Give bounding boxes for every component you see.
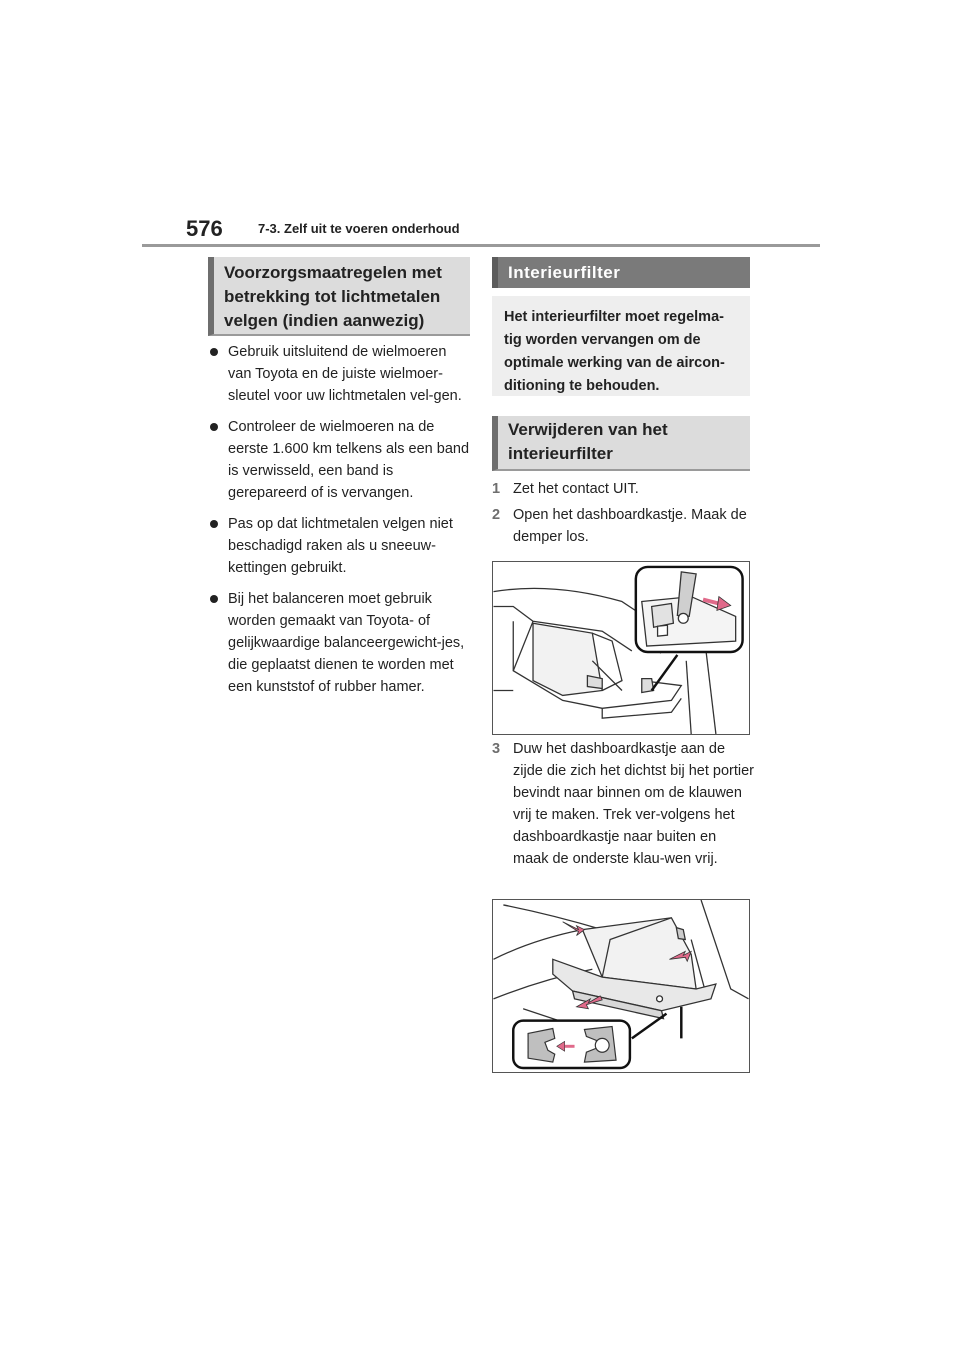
bullet-text: Controleer de wielmoeren na de eerste 1.600 km telkens als een band is verwisseld, een band is gerepareerd of is vervangen. xyxy=(228,419,470,501)
step-number: 1 xyxy=(492,481,501,497)
page-number: 576 xyxy=(186,216,223,241)
step-number: 3 xyxy=(492,741,501,757)
alloy-wheels-heading xyxy=(208,257,470,336)
cabin-filter-intro-text: Het interieurfilter moet regelma-tig worden vervangen om de optimale werking van de aircon-ditioning te behouden. xyxy=(504,309,725,394)
remove-filter-heading xyxy=(492,416,750,471)
step-number: 2 xyxy=(492,507,501,523)
cabin-filter-heading-text: Interieurfilter xyxy=(508,263,621,282)
list-item xyxy=(208,341,470,407)
bullet-icon xyxy=(210,520,218,528)
bullet-text: Gebruik uitsluitend de wielmoeren van Toyota en de juiste wielmoer-sleutel voor uw lichtmetalen vel-gen. xyxy=(228,344,462,404)
alloy-wheels-heading-text: Voorzorgsmaatregelen met betrekking tot lichtmetalen velgen (indien aanwezig) xyxy=(224,263,442,330)
step-text: Duw het dashboardkastje aan de zijde die zich het dichtst bij het portier bevindt naar binnen om de klauwen vrij te maken. Trek ver-volgens het dashboardkastje naar buiten en maak de onderste klau-wen vrij. xyxy=(513,741,754,867)
glovebox-damper-drawing xyxy=(493,562,749,734)
glovebox-removal-illustration xyxy=(492,899,750,1073)
cabin-filter-intro xyxy=(492,296,750,396)
list-item xyxy=(208,416,470,504)
step-text: Zet het contact UIT. xyxy=(513,481,639,497)
bullet-icon xyxy=(210,423,218,431)
step-2 xyxy=(492,504,754,548)
cabin-filter-heading xyxy=(492,257,750,288)
alloy-wheels-bullet-list xyxy=(208,341,470,707)
header-divider xyxy=(142,244,820,247)
remove-filter-heading-text: Verwijderen van het interieurfilter xyxy=(508,420,668,463)
section-title: 7-3. Zelf uit te voeren onderhoud xyxy=(258,221,460,236)
glovebox-removal-drawing xyxy=(493,900,749,1072)
bullet-icon xyxy=(210,348,218,356)
list-item xyxy=(208,513,470,579)
bullet-text: Bij het balanceren moet gebruik worden gemaakt van Toyota- of gelijkwaardige balanceergewicht-jes, die geplaatst dienen te worden met een kunststof of rubber hamer. xyxy=(228,591,465,695)
step-text: Open het dashboardkastje. Maak de demper los. xyxy=(513,507,747,545)
bullet-text: Pas op dat lichtmetalen velgen niet beschadigd raken als u sneeuw-kettingen gebruikt. xyxy=(228,516,453,576)
bullet-icon xyxy=(210,595,218,603)
glovebox-damper-illustration xyxy=(492,561,750,735)
step-3 xyxy=(492,738,754,870)
step-1 xyxy=(492,478,754,500)
list-item xyxy=(208,588,470,698)
